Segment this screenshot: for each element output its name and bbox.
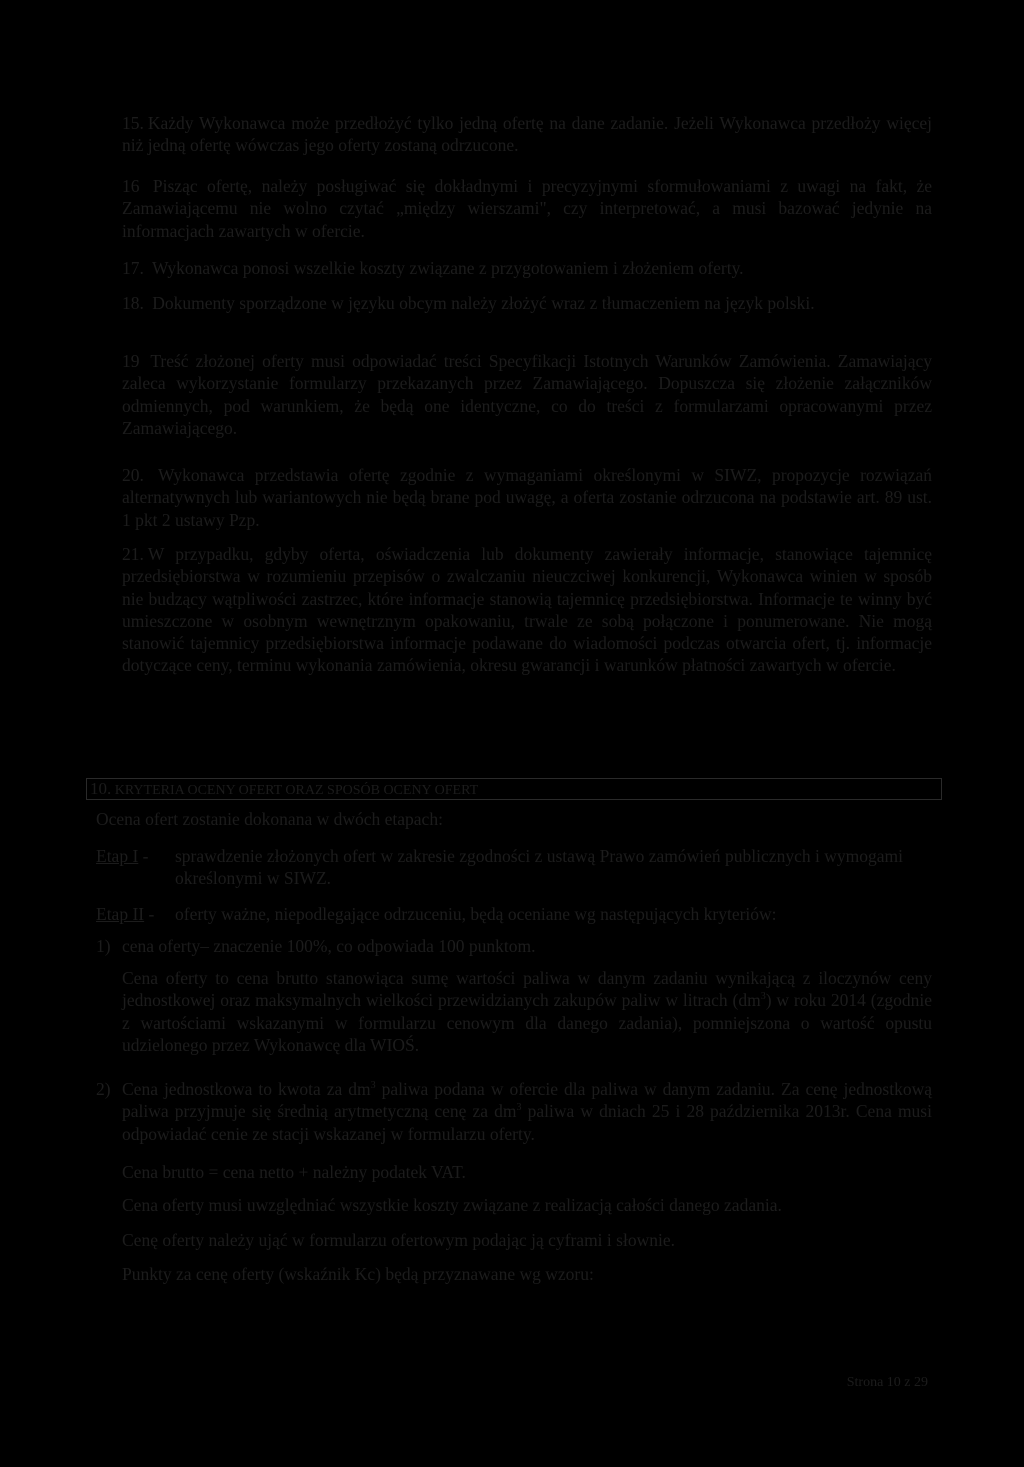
item-19: 19 Treść złożonej oferty musi odpowiadać treści Specyfikacji Istotnych Warunków Zamówienia. Zamawiający zaleca wykorzystanie formularzy przekazanych przez Zamawiającego. Dopuszcza się złożenie załączników odmiennych, pod warunkiem, że będą one identyczne, co do treści z formularzami opracowanymi przez Zamawiającego. bbox=[122, 351, 933, 438]
item-17: 17. Wykonawca ponosi wszelkie koszty związane z przygotowaniem i złożeniem oferty. bbox=[122, 258, 744, 278]
item-21: 21. W przypadku, gdyby oferta, oświadczenia lub dokumenty zawierały informacje, stanowiące tajemnicę przedsiębiorstwa w rozumieniu przepisów o zwalczaniu nieuczciwej konkurencji, Wykonawca winien w sposób nie budzący wątpliwości zastrzec, które informacje stanowią tajemnicę przedsiębiorstwa. Informacje te winny być umieszczone w osobnym wewnętrznym opakowaniu, trwale ze sobą połączone i ponumerowane. Nie mogą stanowić tajemnicy przedsiębiorstwa informacje podawane do wiadomości podczas otwarcia ofert, tj. informacje dotyczące ceny, terminu wykonania zamówienia, okresu gwarancji i warunków płatności zawartych w ofercie. bbox=[122, 544, 932, 676]
note-total-costs: Cena oferty musi uwzględniać wszystkie koszty związane z realizacją całości danego zadania. bbox=[122, 1195, 782, 1215]
item-16: 16 Pisząc ofertę, należy posługiwać się dokładnymi i precyzyjnymi sformułowaniami z uwagi na fakt, że Zamawiającemu nie wolno czytać „między wierszami", czy interpretować, a musi bazować jedynie na informacjach zawartych w ofercie. bbox=[122, 176, 933, 241]
criterion-2-text: Cena jednostkowa to kwota za $dm^3$ paliwa podana w ofercie dla paliwa w danym zadaniu. Za cenę jednostkową paliwa przyjmuje się średnią arytmetyczną cenę za $dm^3$ paliwa w dniach 25 i 28 października 2013r. Cena musi odpowiadać cenie ze stacji wskazanej w formularzu oferty. bbox=[122, 1079, 932, 1144]
item-15: 15. Każdy Wykonawca może przedłożyć tylko jedną ofertę na dane zadanie. Jeżeli Wykonawca przedłoży więcej niż jedną ofertę wówczas jego oferty zostaną odrzucone. bbox=[122, 113, 932, 156]
etap-1-text: sprawdzenie złożonych ofert w zakresie zgodności z ustawą Prawo zamówień publicznych i wymogami określonymi w SIWZ. bbox=[175, 846, 903, 889]
item-18: 18. Dokumenty sporządzone w języku obcym należy złożyć wraz z tłumaczeniem na język polski. bbox=[122, 293, 815, 313]
section-header: 10. KRYTERIA OCENY OFERT ORAZ SPOSÓB OCENY OFERT bbox=[86, 778, 942, 800]
criterion-2-number: 2) bbox=[96, 1079, 111, 1099]
etap-2-label: Etap II - bbox=[96, 904, 155, 924]
criterion-1-title: cena oferty– znaczenie 100%, co odpowiada 100 punktom. bbox=[122, 936, 536, 956]
section-title: KRYTERIA OCENY OFERT ORAZ SPOSÓB OCENY OFERT bbox=[114, 783, 479, 798]
criterion-1-description: Cena oferty to cena brutto stanowiąca sumę wartości paliwa w danym zadaniu wynikającą z iloczynów ceny jednostkowej oraz maksymalnych wielkości przewidzianych zakupów paliw w litrach $(dm^3)$ w roku 2014 (zgodnie z wartościami wskazanymi w formularzu cenowym dla danego zadania), pomniejszona o wartość opustu udzielonego przez Wykonawcę dla WIOŚ. bbox=[122, 968, 932, 1055]
etap-1-label: Etap I - bbox=[96, 846, 149, 866]
page-number: Strona 10 z 29 bbox=[846, 1375, 928, 1390]
item-20: 20. Wykonawca przedstawia ofertę zgodnie z wymaganiami określonymi w SIWZ, propozycje rozwiązań alternatywnych lub wariantowych nie będą brane pod uwagę, a oferta zostanie odrzucona na podstawie art. 89 ust. 1 pkt 2 ustawy Pzp. bbox=[122, 465, 932, 530]
note-form-entry: Cenę oferty należy ująć w formularzu ofertowym podając ją cyframi i słownie. bbox=[122, 1230, 675, 1250]
note-points-formula: Punkty za cenę oferty (wskaźnik Kc) będą przyznawane wg wzoru: bbox=[122, 1264, 594, 1284]
note-vat: Cena brutto = cena netto + należny podatek VAT. bbox=[122, 1162, 466, 1182]
evaluation-intro: Ocena ofert zostanie dokonana w dwóch etapach: bbox=[96, 809, 443, 829]
criterion-1-number: 1) bbox=[96, 936, 111, 956]
etap-2-text: oferty ważne, niepodlegające odrzuceniu, będą oceniane wg następujących kryteriów: bbox=[175, 904, 777, 924]
